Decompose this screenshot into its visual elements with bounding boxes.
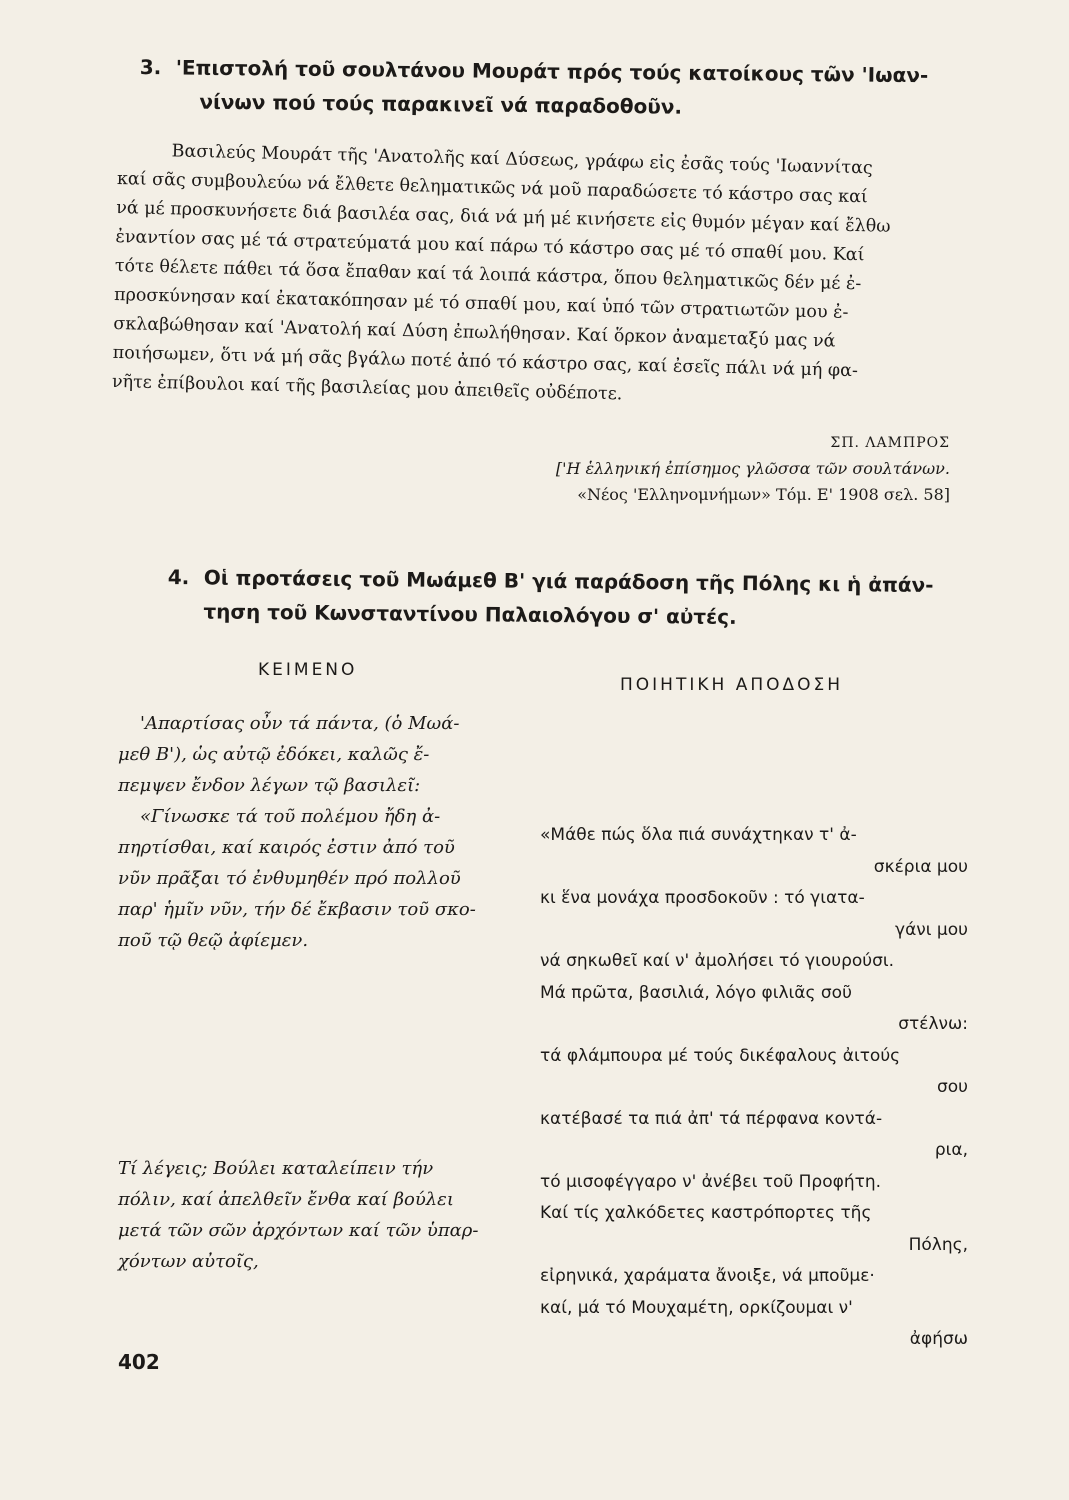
- poetic-line: «Μάθε πώς ὅλα πιά συνάχτηκαν τ' ἀ-: [540, 825, 857, 845]
- poetic-line: καί, μά τό Μουχαμέτη, ορκίζουμαι ν': [540, 1297, 853, 1318]
- section-3-heading-line-2: νίνων πού τούς παρακινεῖ νά παραδοθοῦν.: [199, 89, 683, 119]
- poetic-rendering: [540, 820, 980, 1356]
- original-text-line: μετά τῶν σῶν ἀρχόντων καί τῶν ὑπαρ-: [118, 1220, 479, 1241]
- citation-title: ['Η ἑλληνική ἐπίσημος γλῶσσα τῶν σουλτάνων.: [555, 459, 950, 478]
- original-text-line: νῦν πρᾶξαι τό ἐνθυμηθέν πρό πολλοῦ: [118, 868, 461, 889]
- original-text-line: 'Απαρτίσας οὖν τά πάντα, (ὁ Μωά-: [140, 713, 460, 734]
- poetic-line: εἰρηνικά, χαράματα ἄνοιξε, νά μποῦμε·: [540, 1266, 875, 1286]
- letter-line: σκλαβώθησαν καί 'Ανατολή καί Δύση ἐπωλήθησαν. Καί ὅρκον ἀναμεταξύ μας νά: [113, 313, 836, 352]
- section-3-heading-line-1: 'Επιστολή τοῦ σουλτάνου Μουράτ πρός τούς κατοίκους τῶν 'Ιωαν-: [175, 55, 929, 88]
- citation-source: «Νέος 'Ελληνομνήμων» Τόμ. Ε' 1908 σελ. 58]: [577, 485, 950, 504]
- poetic-line: ρια,: [934, 1140, 968, 1160]
- poetic-line: νά σηκωθεῖ καί ν' ἀμολήσει τό γιουρούσι.: [540, 951, 895, 971]
- original-text-line: παρ' ἡμῖν νῦν, τήν δέ ἔκβασιν τοῦ σκο-: [118, 899, 476, 920]
- letter-line: νῆτε ἐπίβουλοι καί τῆς βασιλείας μου ἀπειθεῖς οὐδέποτε.: [111, 371, 623, 405]
- section-3-letter-text: [112, 136, 984, 418]
- citation-author: ΣΠ. ΛΑΜΠΡΟΣ: [830, 435, 950, 451]
- letter-line: ποιήσωμεν, ὅτι νά μή σᾶς βγάλω ποτέ ἀπό τό κάστρο σας, καί ἐσεῖς πάλι νά μή φα-: [112, 342, 859, 382]
- original-text-line: ποῦ τῷ θεῷ ἀφίεμεν.: [118, 930, 309, 951]
- poetic-line: σου: [936, 1077, 968, 1097]
- poetic-line: Καί τίς χαλκόδετες καστρόπορτες τῆς: [540, 1203, 872, 1223]
- page-number: 402: [118, 1350, 160, 1374]
- letter-line: νά μέ προσκυνήσετε διά βασιλέα σας, διά νά μή μέ κινήσετε εἰς θυμόν μέγαν καί ἔλθω: [115, 197, 891, 237]
- original-text-line: «Γίνωσκε τά τοῦ πολέμου ἤδη ἀ-: [140, 806, 441, 827]
- original-text-block-1: [118, 708, 518, 956]
- letter-line: καί σᾶς συμβουλεύω νά ἔλθετε θεληματικῶς νά μοῦ παραδώσετε τό κάστρο σας καί: [116, 168, 869, 208]
- original-text-line: χόντων αὐτοῖς,: [118, 1251, 259, 1272]
- poetic-line: τά φλάμπουρα μέ τούς δικέφαλους ἀιτούς: [540, 1045, 901, 1066]
- right-column-header: ΠΟΙΗΤΙΚΗ ΑΠΟΔΟΣΗ: [620, 675, 844, 695]
- poetic-line: Πόλης,: [908, 1234, 968, 1255]
- section-3-number: 3.: [139, 54, 162, 80]
- poetic-line: κατέβασέ τα πιά ἀπ' τά πέρφανα κοντά-: [540, 1108, 883, 1129]
- section-3-heading: [139, 50, 1010, 127]
- letter-line: τότε θέλετε πάθει τά ὅσα ἔπαθαν καί τά λοιπά κάστρα, ὅπου θεληματικῶς δέν μέ ἐ-: [114, 255, 862, 295]
- letter-line: Βασιλεύς Μουράτ τῆς 'Ανατολῆς καί Δύσεως, γράφω εἰς ἐσᾶς τούς 'Ιωαννίτας: [171, 141, 873, 179]
- poetic-line: στέλνω:: [898, 1014, 968, 1034]
- section-4-heading-line-2: τηση τοῦ Κωνσταντίνου Παλαιολόγου σ' αὐτές.: [203, 599, 737, 629]
- original-text-line: Τί λέγεις; Βούλει καταλείπειν τήν: [118, 1158, 434, 1179]
- poetic-line: ἀφήσω: [909, 1329, 968, 1349]
- original-text-line: πηρτίσθαι, καί καιρός ἐστιν ἀπό τοῦ: [118, 837, 455, 858]
- letter-line: προσκύνησαν καί ἐκατακόπησαν μέ τό σπαθί μου, καί ὑπό τῶν στρατιωτῶν μου ἐ-: [113, 284, 849, 323]
- section-4-heading-line-1: Οἱ προτάσεις τοῦ Μωάμεθ Β' γιά παράδοση τῆς Πόλης κι ἡ ἀπάν-: [203, 565, 934, 598]
- original-text-line: πόλιν, καί ἀπελθεῖν ἔνθα καί βούλει: [118, 1189, 454, 1210]
- poetic-line: κι ἕνα μονάχα προσδοκοῦν : τό γιατα-: [540, 888, 865, 908]
- original-text-line: μεθ Β'), ὡς αὐτῷ ἐδόκει, καλῶς ἔ-: [118, 744, 430, 765]
- poetic-line: Μά πρῶτα, βασιλιά, λόγο φιλιᾶς σοῦ: [540, 982, 852, 1003]
- poetic-line: τό μισοφέγγαρο ν' ἀνέβει τοῦ Προφήτη.: [540, 1171, 882, 1192]
- section-4-heading: [167, 560, 1008, 637]
- poetic-line: σκέρια μου: [873, 856, 968, 877]
- letter-line: ἐναντίον σας μέ τά στρατεύματά μου καί πάρω τό κάστρο σας μέ τό σπαθί μου. Καί: [115, 226, 865, 266]
- original-text-line: πεμψεν ἔνδον λέγων τῷ βασιλεῖ:: [118, 775, 421, 796]
- left-column-header: ΚΕΙΜΕΝΟ: [258, 660, 358, 680]
- original-text-block-2: [118, 1153, 518, 1277]
- section-3-citation: [540, 430, 950, 508]
- poetic-line: γάνι μου: [895, 919, 968, 940]
- section-4-number: 4.: [167, 564, 190, 590]
